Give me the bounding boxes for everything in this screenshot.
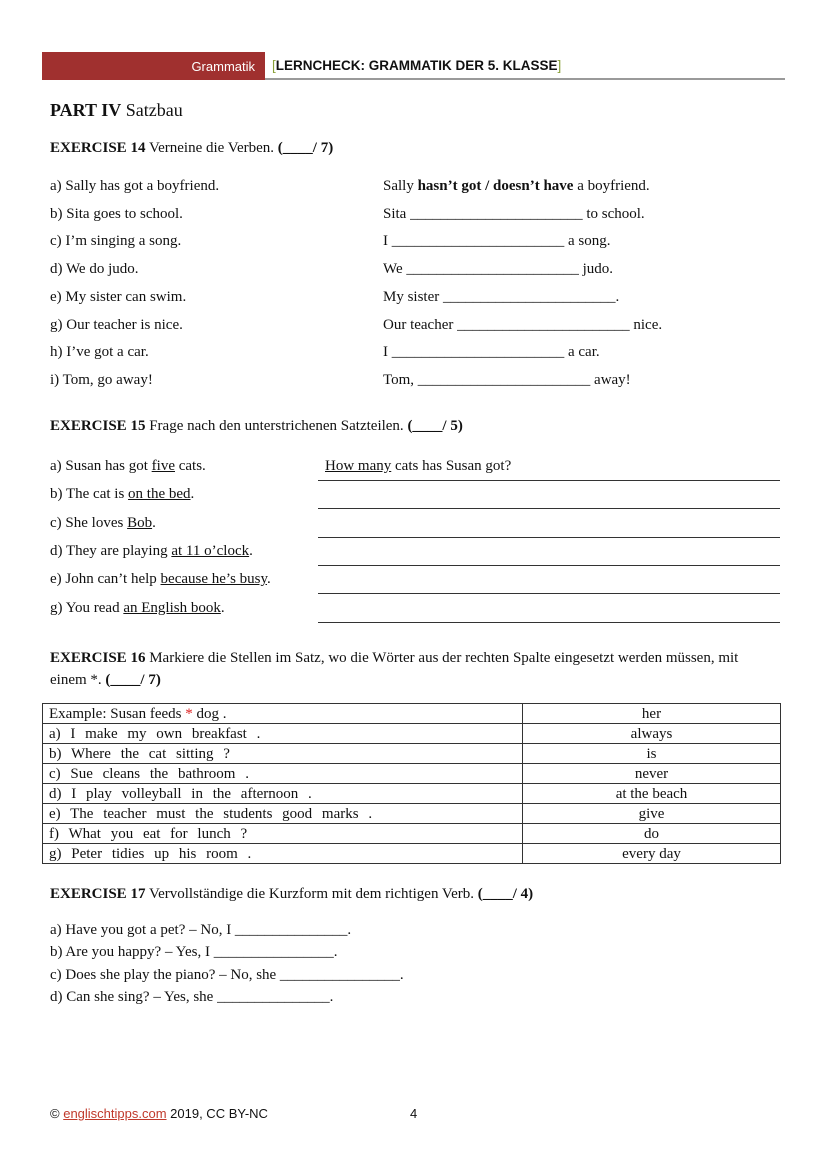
answer-line[interactable] — [318, 593, 780, 594]
answer-line[interactable] — [318, 622, 780, 623]
sentence-cell[interactable]: e) The teacher must the students good marks . — [43, 804, 523, 824]
underlined-part: at 11 o’clock — [171, 542, 250, 559]
header-section-tab — [42, 52, 265, 80]
ex-label: EXERCISE 17 — [50, 886, 146, 902]
prompt-text: d) They are playing — [50, 542, 172, 559]
answer-text: a boyfriend. — [573, 178, 650, 194]
ex14-prompt: g) Our teacher is nice. — [50, 316, 183, 333]
header-title — [272, 58, 561, 73]
ex-score: (____/ 7) — [105, 672, 161, 688]
ex17-item: b) Are you happy? – Yes, I ________________. — [50, 944, 338, 961]
answer-text: cats has Susan got? — [391, 458, 512, 474]
word-cell: do — [523, 824, 781, 844]
ex14-prompt: d) We do judo. — [50, 261, 139, 278]
ex14-prompt: h) I’ve got a car. — [50, 344, 149, 361]
sentence-cell[interactable]: f) What you eat for lunch ? — [43, 824, 523, 844]
exercise-15-heading — [50, 418, 463, 435]
ex-instruction: Markiere die Stellen im Satz, wo die Wörter aus der rechten Spalte eingesetzt werden müssen, mit einem *. — [50, 650, 739, 688]
answer-text: Tom, _______________________ away! — [383, 371, 631, 388]
table-row — [43, 804, 781, 824]
prompt-text: . — [267, 571, 271, 588]
ex14-prompt: a) Sally has got a boyfriend. — [50, 178, 220, 194]
sentence-cell[interactable]: g) Peter tidies up his room . — [43, 844, 523, 864]
underlined-part: because he’s busy — [160, 571, 268, 588]
answer-line[interactable] — [318, 537, 780, 538]
word-cell: every day — [523, 844, 781, 864]
ex14-prompt: b) Sita goes to school. — [50, 205, 183, 222]
ex-instruction: Vervollständige die Kurzform mit dem richtigen Verb. — [148, 886, 474, 902]
word-cell: is — [523, 744, 781, 764]
ex14-answer — [383, 372, 631, 389]
ex-label: EXERCISE 14 — [50, 140, 146, 156]
part-title: Satzbau — [125, 100, 183, 120]
ex15-prompt — [50, 515, 156, 532]
header-rule — [265, 78, 785, 80]
answer-text: Sally — [383, 178, 418, 194]
site-link[interactable]: englischtipps.com — [63, 1106, 167, 1121]
table-row — [43, 824, 781, 844]
ex14-answer — [383, 289, 619, 306]
example-post: dog . — [192, 705, 227, 722]
word-cell: give — [523, 804, 781, 824]
bracket-open: [ — [272, 58, 276, 73]
ex17-item: c) Does she play the piano? – No, she ________________. — [50, 966, 404, 983]
star-marker: * — [185, 705, 193, 722]
prompt-text: e) John can’t help — [50, 571, 161, 588]
ex-score: (____/ 4) — [477, 886, 534, 902]
ex14-answer — [383, 344, 600, 361]
copyright-symbol: © — [50, 1106, 60, 1121]
ex14-answer — [383, 317, 662, 334]
underlined-part: How many — [325, 458, 392, 474]
ex-instruction: Verneine die Verben. — [148, 140, 275, 156]
ex14-answer — [383, 206, 645, 223]
exercise-16-heading — [50, 647, 750, 691]
answer-text: I _______________________ a song. — [383, 233, 611, 250]
answer-line[interactable] — [318, 508, 780, 509]
footer-copyright — [50, 1106, 268, 1121]
example-word: her — [523, 704, 781, 724]
underlined-part: on the bed — [128, 486, 191, 503]
prompt-text: c) She loves — [50, 514, 128, 531]
ex-label: EXERCISE 15 — [50, 418, 146, 434]
answer-text: My sister _______________________. — [383, 288, 620, 305]
ex15-answer — [325, 458, 511, 475]
prompt-text: g) You read — [50, 599, 124, 616]
underlined-part: an English book — [123, 599, 221, 616]
prompt-text: cats. — [174, 458, 206, 474]
answer-text: We _______________________ judo. — [383, 261, 614, 278]
ex15-prompt — [50, 600, 225, 617]
underlined-part: Bob — [127, 514, 153, 531]
table-row — [43, 744, 781, 764]
ex15-prompt — [50, 543, 253, 560]
prompt-text: . — [190, 486, 195, 503]
sentence-cell[interactable]: c) Sue cleans the bathroom . — [43, 764, 523, 784]
part-label: PART IV — [50, 100, 122, 120]
ex14-answer — [383, 178, 650, 195]
ex17-item: d) Can she sing? – Yes, she _______________. — [50, 988, 334, 1005]
table-row — [43, 764, 781, 784]
prompt-text: a) Susan has got — [50, 458, 152, 474]
ex14-answer — [383, 261, 613, 278]
prompt-text: . — [220, 599, 225, 616]
page-number: 4 — [410, 1106, 418, 1121]
table-row-example — [43, 704, 781, 724]
ex14-prompt: c) I’m singing a song. — [50, 233, 182, 250]
word-cell: always — [523, 724, 781, 744]
answer-text: I _______________________ a car. — [383, 344, 600, 361]
prompt-text: b) The cat is — [50, 486, 129, 503]
ex-score: (____/ 5) — [407, 418, 463, 434]
example-sentence — [43, 704, 523, 724]
ex15-prompt — [50, 458, 206, 475]
ex-label: EXERCISE 16 — [50, 650, 146, 666]
prompt-text: . — [152, 514, 156, 531]
answer-text: Sita _______________________ to school. — [383, 205, 645, 222]
header-section: Grammatik — [191, 59, 255, 74]
ex-score: (____/ 7) — [277, 140, 334, 156]
header-title-text: LERNCHECK: GRAMMATIK DER 5. KLASSE — [275, 58, 558, 73]
answer-bold: hasn’t got / doesn’t have — [417, 178, 574, 194]
prompt-text: . — [249, 542, 253, 559]
answer-line[interactable] — [318, 480, 780, 481]
underlined-part: five — [151, 458, 175, 474]
word-cell: never — [523, 764, 781, 784]
ex15-prompt — [50, 571, 271, 588]
exercise-17-heading — [50, 886, 533, 903]
ex15-prompt — [50, 486, 194, 503]
table-row — [43, 844, 781, 864]
answer-line[interactable] — [318, 565, 780, 566]
license-text: 2019, CC BY-NC — [166, 1106, 268, 1121]
exercise-14-heading — [50, 140, 333, 157]
ex14-answer — [383, 233, 611, 250]
ex-instruction: Frage nach den unterstrichenen Satzteilen. — [149, 418, 404, 434]
exercise-16-table — [42, 703, 781, 864]
table-row — [43, 724, 781, 744]
sentence-cell[interactable]: d) I play volleyball in the afternoon . — [43, 784, 523, 804]
ex14-prompt: e) My sister can swim. — [50, 288, 187, 305]
ex14-prompt: i) Tom, go away! — [50, 371, 153, 388]
sentence-cell[interactable]: a) I make my own breakfast . — [43, 724, 523, 744]
table-row — [43, 784, 781, 804]
sentence-cell[interactable]: b) Where the cat sitting ? — [43, 744, 523, 764]
answer-text: Our teacher _______________________ nice. — [383, 316, 663, 333]
part-heading — [50, 100, 183, 121]
ex17-item: a) Have you got a pet? – No, I _______________. — [50, 922, 352, 938]
word-cell: at the beach — [523, 784, 781, 804]
example-pre: Example: Susan feeds — [49, 705, 186, 722]
bracket-close: ] — [557, 58, 562, 73]
